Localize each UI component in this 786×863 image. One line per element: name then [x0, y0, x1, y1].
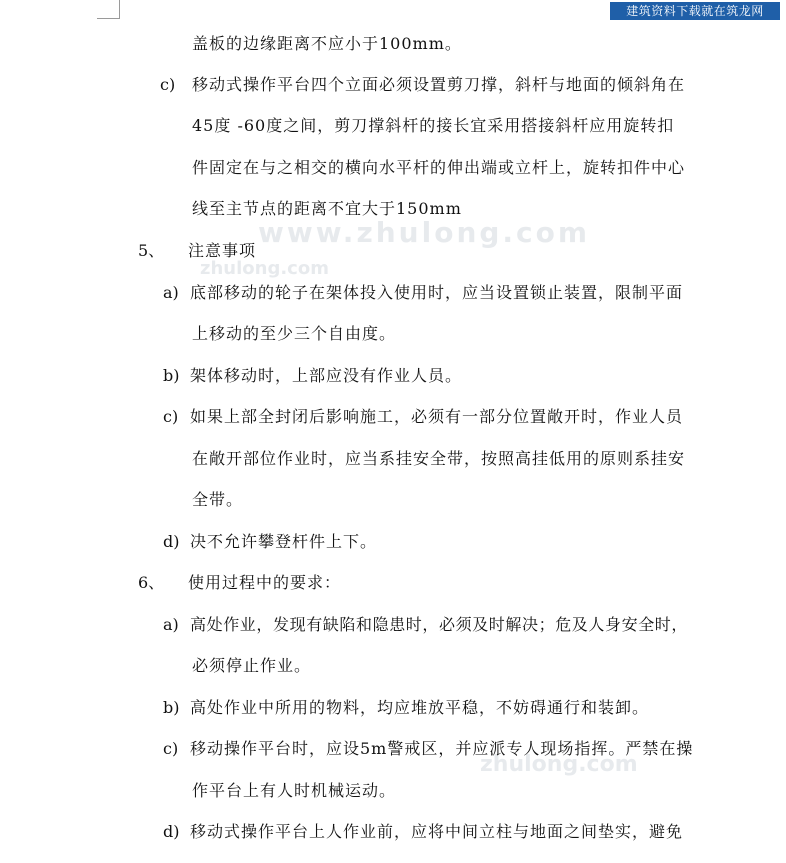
list-item-text: 移动式操作平台上人作业前，应将中间立柱与地面之间垫实，避免 — [190, 822, 684, 841]
list-marker: a) — [163, 283, 179, 302]
watermark-brand: zhulong.com — [200, 258, 329, 279]
body-line: 全带。 — [192, 490, 244, 509]
list-item-text: 高处作业，发现有缺陷和隐患时，必须及时解决；危及人身安全时， — [190, 615, 689, 634]
list-marker: a) — [163, 615, 179, 634]
list-item-text: 高处作业中所用的物料，均应堆放平稳，不妨碍通行和装卸。 — [190, 698, 650, 717]
section-number: 6、 — [138, 573, 165, 592]
body-line: 线至主节点的距离不宜大于150mm — [192, 199, 462, 218]
list-marker: c) — [163, 407, 179, 426]
body-line: 在敞开部位作业时，应当系挂安全带，按照高挂低用的原则系挂安 — [192, 449, 686, 468]
page-corner-mark — [97, 0, 120, 19]
body-line: 件固定在与之相交的横向水平杆的伸出端或立杆上，旋转扣件中心 — [192, 158, 686, 177]
list-marker: d) — [163, 822, 180, 841]
body-line: 作平台上有人时机械运动。 — [192, 781, 397, 800]
section-heading: 注意事项 — [188, 241, 257, 260]
list-item-text: 如果上部全封闭后影响施工，必须有一部分位置敞开时，作业人员 — [190, 407, 684, 426]
watermark-domain: www.zhulong.com — [258, 216, 591, 249]
section-heading: 使用过程中的要求： — [188, 573, 342, 592]
list-item-text: 架体移动时，上部应没有作业人员。 — [190, 366, 463, 385]
body-line: 盖板的边缘距离不应小于100mm。 — [192, 34, 462, 53]
list-marker: b) — [163, 366, 180, 385]
site-banner[interactable]: 建筑资料下载就在筑龙网 — [610, 2, 780, 20]
list-marker: d) — [163, 532, 180, 551]
watermark-brand-lower: zhulong.com — [480, 752, 638, 777]
list-item-text: 移动操作平台时，应设5m警戒区，并应派专人现场指挥。严禁在操 — [190, 739, 694, 758]
list-marker: c) — [160, 75, 176, 94]
body-line: 上移动的至少三个自由度。 — [192, 324, 397, 343]
list-item-text: 移动式操作平台四个立面必须设置剪刀撑，斜杆与地面的倾斜角在 — [192, 75, 686, 94]
body-line: 45度 -60度之间，剪刀撑斜杆的接长宜采用搭接斜杆应用旋转扣 — [192, 116, 675, 135]
list-marker: c) — [163, 739, 179, 758]
list-marker: b) — [163, 698, 180, 717]
list-item-text: 决不允许攀登杆件上下。 — [190, 532, 378, 551]
list-item-text: 底部移动的轮子在架体投入使用时，应当设置锁止装置，限制平面 — [190, 283, 684, 302]
section-number: 5、 — [138, 241, 165, 260]
body-line: 必须停止作业。 — [192, 656, 312, 675]
